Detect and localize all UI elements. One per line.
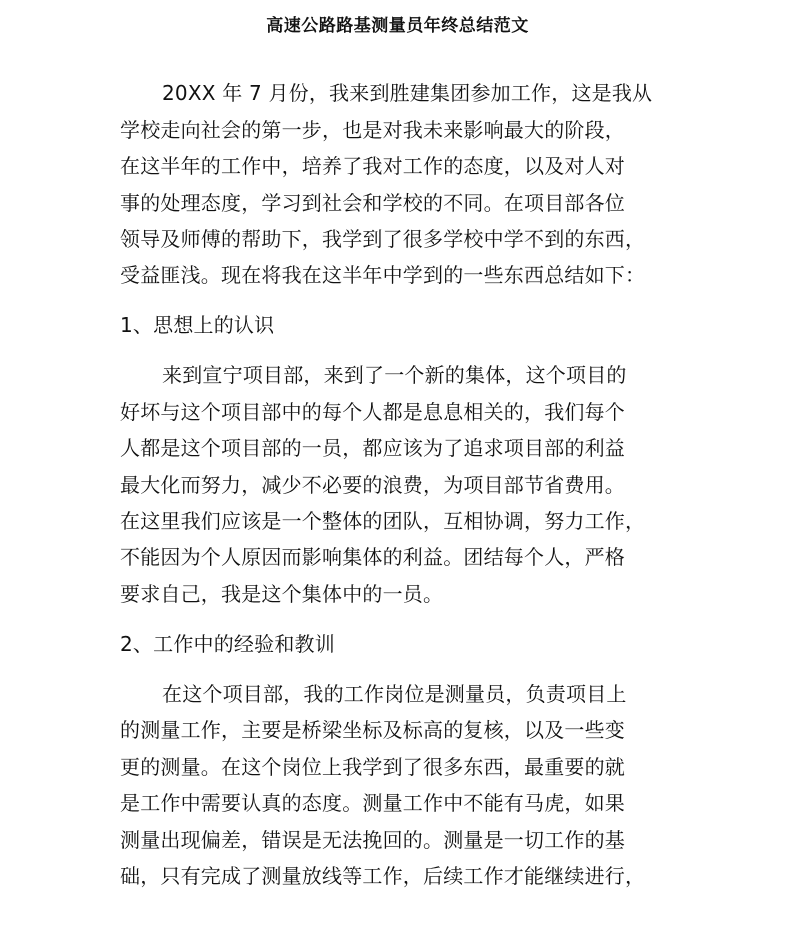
paragraph-3-line-4: 是工作中需要认真的态度。测量工作中不能有马虎，如果	[120, 791, 625, 815]
paragraph-1-line-6: 受益匪浅。现在将我在这半年中学到的一些东西总结如下：	[120, 263, 646, 287]
paragraph-1-line-3: 在这半年的工作中，培养了我对工作的态度，以及对人对	[120, 154, 625, 178]
paragraph-1-line-2: 学校走向社会的第一步，也是对我未来影响最大的阶段，	[120, 118, 625, 142]
paragraph-2-line-1: 来到宣宁项目部，来到了一个新的集体，这个项目的	[162, 363, 627, 387]
paragraph-3-line-2: 的测量工作，主要是桥梁坐标及标高的复核，以及一些变	[120, 718, 625, 742]
paragraph-3-line-3: 更的测量。在这个岗位上我学到了很多东西，最重要的就	[120, 755, 625, 779]
paragraph-1-line-1: 20XX 年 7 月份，我来到胜建集团参加工作，这是我从	[162, 81, 653, 105]
paragraph-3-line-1: 在这个项目部，我的工作岗位是测量员，负责项目上	[162, 682, 627, 706]
paragraph-2-line-7: 要求自己，我是这个集体中的一员。	[120, 582, 444, 606]
paragraph-1-line-5: 领导及师傅的帮助下，我学到了很多学校中学不到的东西，	[120, 227, 646, 251]
paragraph-2-line-4: 最大化而努力，减少不必要的浪费，为项目部节省费用。	[120, 473, 625, 497]
paragraph-2-line-5: 在这里我们应该是一个整体的团队，互相协调，努力工作，	[120, 509, 646, 533]
paragraph-2-line-6: 不能因为个人原因而影响集体的利益。团结每个人，严格	[120, 545, 625, 569]
paragraph-2-line-3: 人都是这个项目部的一员，都应该为了追求项目部的利益	[120, 436, 625, 460]
section-heading-2: 2、工作中的经验和教训	[120, 632, 335, 656]
paragraph-3-line-5: 测量出现偏差，错误是无法挽回的。测量是一切工作的基	[120, 828, 625, 852]
paragraph-2-line-2: 好坏与这个项目部中的每个人都是息息相关的，我们每个	[120, 400, 625, 424]
document-title: 高速公路路基测量员年终总结范文	[266, 16, 529, 36]
paragraph-3-line-6: 础，只有完成了测量放线等工作，后续工作才能继续进行，	[120, 864, 646, 888]
section-heading-1: 1、思想上的认识	[120, 313, 275, 337]
paragraph-1-line-4: 事的处理态度，学习到社会和学校的不同。在项目部各位	[120, 191, 625, 215]
